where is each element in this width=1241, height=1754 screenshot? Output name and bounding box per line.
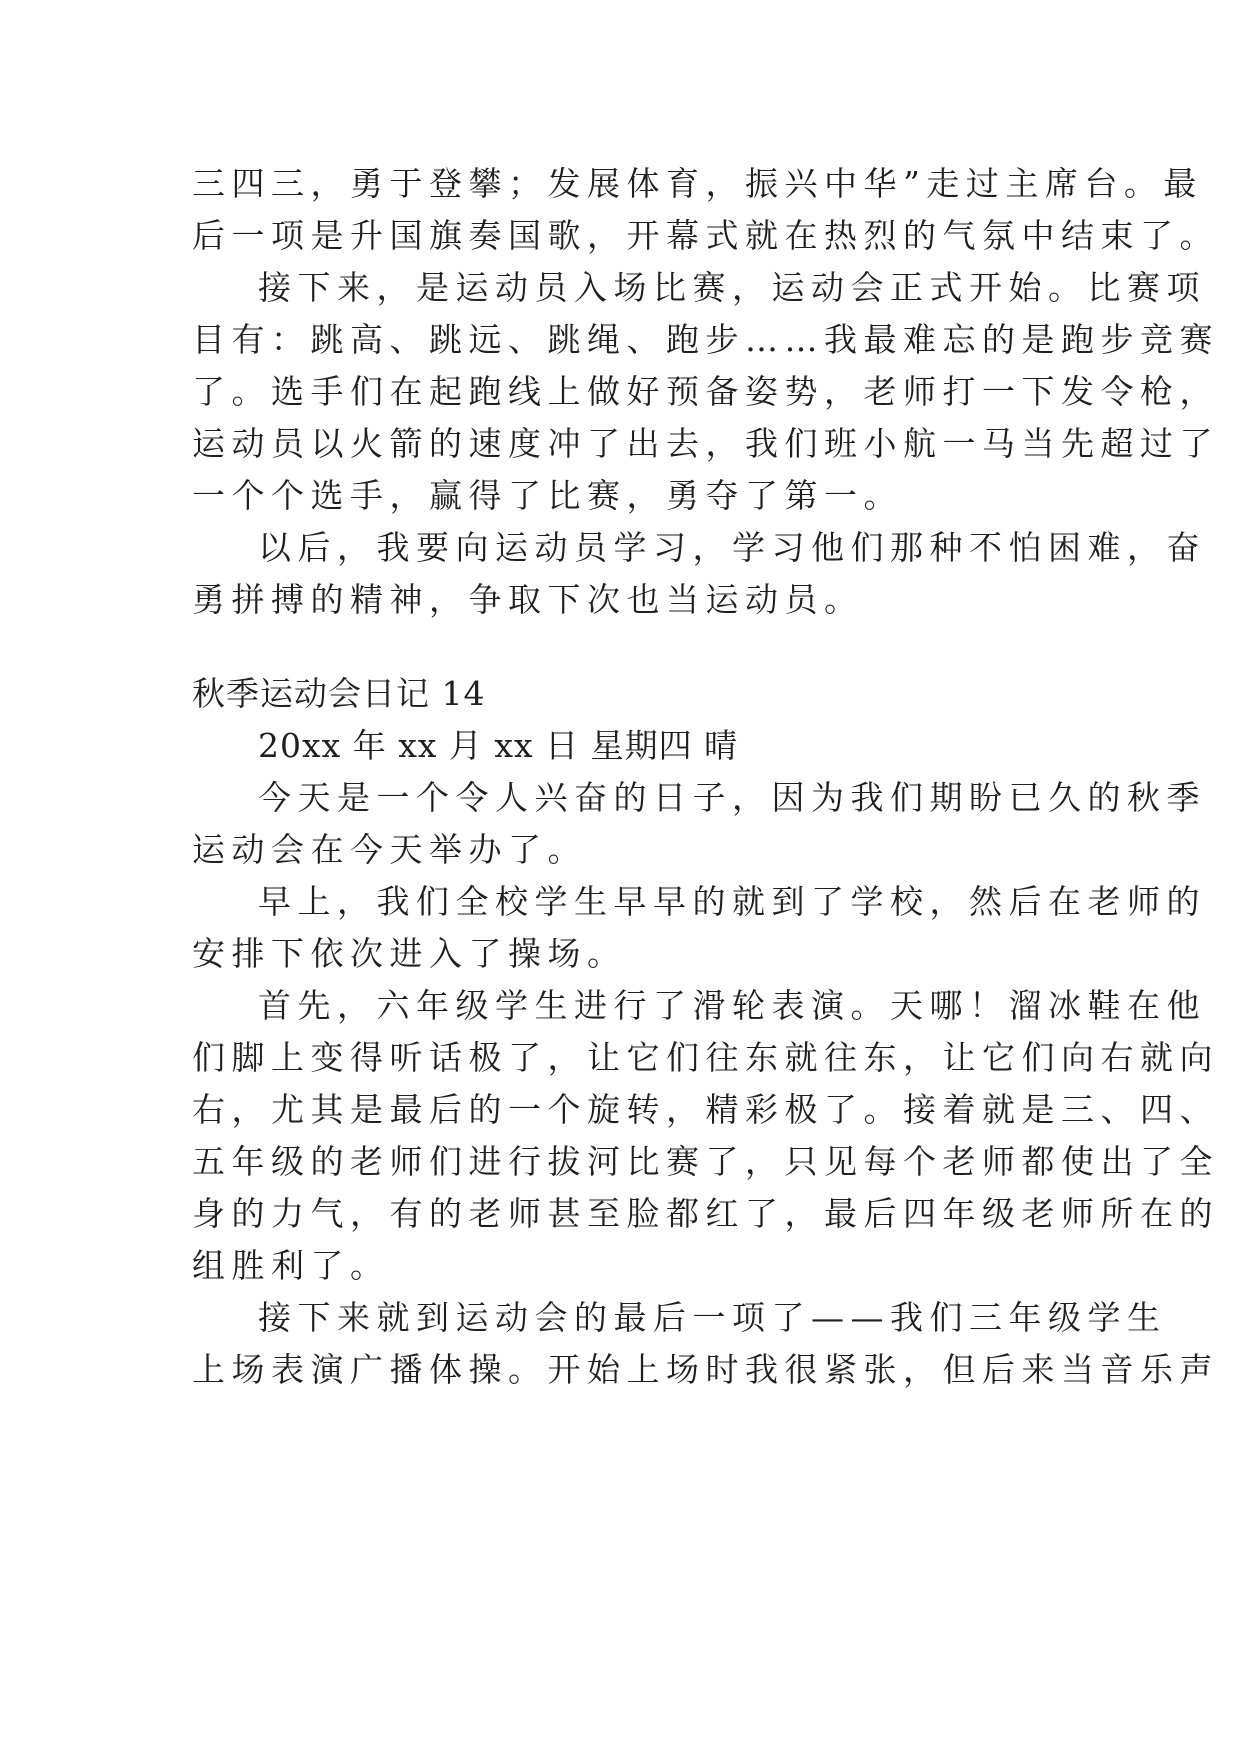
paragraph-line: 接下来，是运动员入场比赛，运动会正式开始。比赛项	[258, 268, 1206, 307]
paragraph-line: 上场表演广播体操。开始上场时我很紧张，但后来当音乐声	[192, 1350, 1219, 1389]
paragraph-line: 身的力气，有的老师甚至脸都红了，最后四年级老师所在的	[192, 1194, 1219, 1233]
paragraph-line: 勇拼搏的精神，争取下次也当运动员。	[192, 580, 864, 619]
paragraph-line: 三四三，勇于登攀；发展体育，振兴中华”走过主席台。最	[192, 164, 1203, 203]
paragraph-line: 了。选手们在起跑线上做好预备姿势，老师打一下发令枪，	[192, 372, 1219, 411]
paragraph-line: 五年级的老师们进行拔河比赛了，只见每个老师都使出了全	[192, 1142, 1219, 1181]
paragraph-line: 安排下依次进入了操场。	[192, 934, 627, 973]
paragraph-line: 右，尤其是最后的一个旋转，精彩极了。接着就是三、四、	[192, 1090, 1219, 1129]
paragraph-line: 接下来就到运动会的最后一项了——我们三年级学生	[258, 1298, 1167, 1337]
paragraph-line: 运动员以火箭的速度冲了出去，我们班小航一马当先超过了	[192, 424, 1219, 463]
paragraph-line: 以后，我要向运动员学习，学习他们那种不怕困难，奋	[258, 528, 1206, 567]
paragraph-line: 一个个选手，赢得了比赛，勇夺了第一。	[192, 476, 903, 515]
paragraph-line: 今天是一个令人兴奋的日子，因为我们期盼已久的秋季	[258, 778, 1206, 817]
paragraph-line: 目有：跳高、跳远、跳绳、跑步……我最难忘的是跑步竞赛	[192, 320, 1219, 359]
section-title: 秋季运动会日记 14	[192, 674, 486, 713]
paragraph-line: 们脚上变得听话极了，让它们往东就往东，让它们向右就向	[192, 1038, 1219, 1077]
diary-date-line: 20xx 年 xx 月 xx 日 星期四 晴	[258, 726, 739, 765]
paragraph-line: 组胜利了。	[192, 1246, 390, 1285]
paragraph-line: 运动会在今天举办了。	[192, 830, 587, 869]
paragraph-line: 后一项是升国旗奏国歌，开幕式就在热烈的气氛中结束了。	[192, 216, 1219, 255]
paragraph-line: 早上，我们全校学生早早的就到了学校，然后在老师的	[258, 882, 1206, 921]
paragraph-line: 首先，六年级学生进行了滑轮表演。天哪！溜冰鞋在他	[258, 986, 1206, 1025]
